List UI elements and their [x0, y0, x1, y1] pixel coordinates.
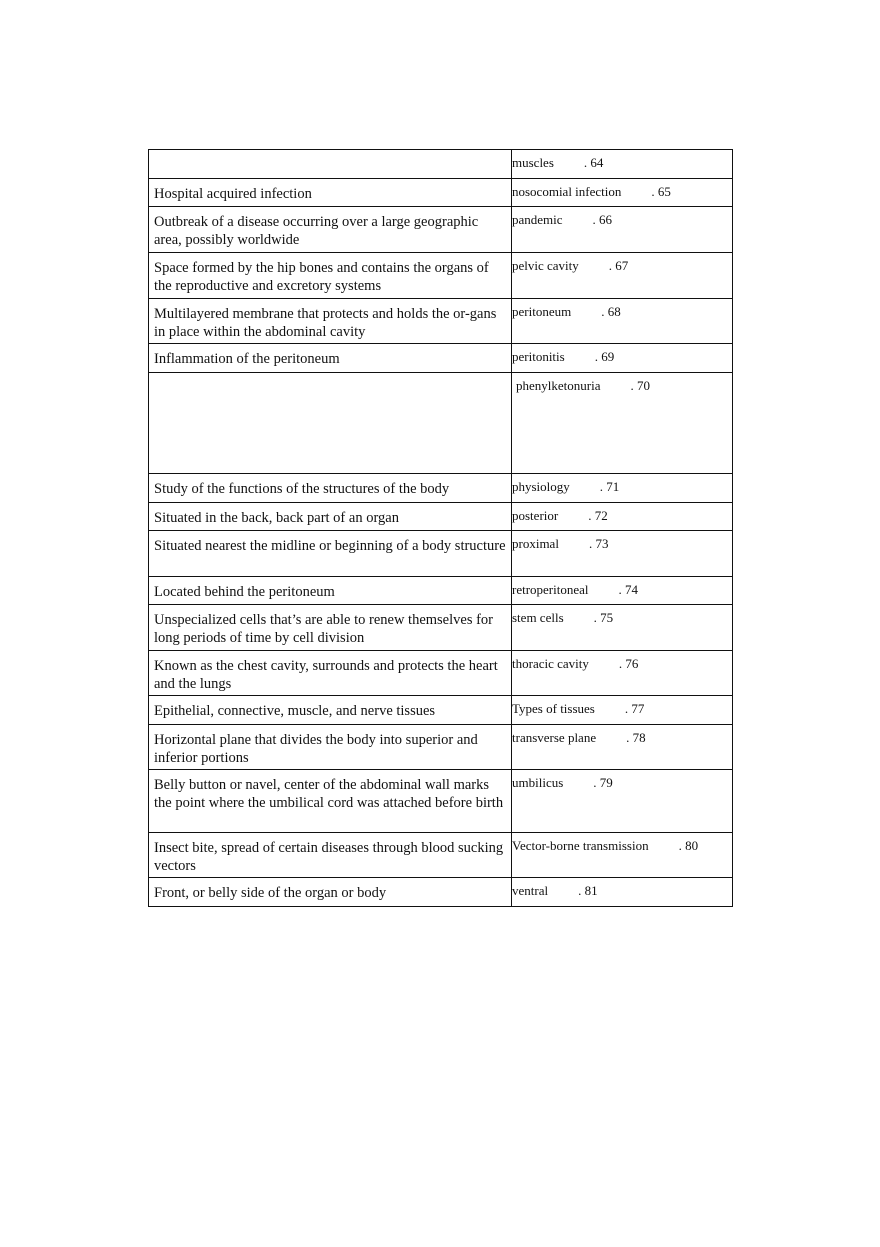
definition-cell: Multilayered membrane that protects and holds the or-gans in place within the abdominal cavity [149, 299, 512, 344]
definition-cell: Epithelial, connective, muscle, and nerve tissues [149, 696, 512, 725]
term-number: . 80 [678, 838, 699, 853]
term-cell [512, 179, 733, 207]
term-cell [512, 253, 733, 299]
term-cell [512, 833, 733, 878]
definition-cell: Outbreak of a disease occurring over a large geographic area, possibly worldwide [149, 207, 512, 253]
table-row [149, 725, 733, 770]
term-number: . 64 [583, 155, 604, 170]
term-text: posterior [512, 508, 559, 523]
table-row [149, 531, 733, 577]
definition-cell: Located behind the peritoneum [149, 577, 512, 605]
term-text: nosocomial infection [512, 184, 622, 199]
term-number: . 67 [608, 258, 629, 273]
term-number: . 73 [588, 536, 609, 551]
table-row [149, 299, 733, 344]
term-number: . 74 [618, 582, 639, 597]
term-text: physiology [512, 479, 570, 494]
term-text: peritonitis [512, 349, 565, 364]
term-cell [512, 474, 733, 503]
term-text: Types of tissues [512, 701, 595, 716]
definition-cell: Known as the chest cavity, surrounds and protects the heart and the lungs [149, 651, 512, 696]
definition-cell [149, 373, 512, 474]
term-number: . 78 [626, 730, 646, 745]
term-number: . 77 [624, 701, 645, 716]
term-cell [512, 696, 733, 725]
term-number: . 75 [593, 610, 614, 625]
table-row [149, 179, 733, 207]
table-row [149, 373, 733, 474]
table-row [149, 474, 733, 503]
term-text: thoracic cavity [512, 656, 589, 671]
table-row [149, 253, 733, 299]
term-number: . 69 [594, 349, 615, 364]
table-row [149, 770, 733, 833]
definition-cell: Study of the functions of the structures of the body [149, 474, 512, 503]
definition-cell: Front, or belly side of the organ or body [149, 878, 512, 907]
definition-cell: Situated in the back, back part of an organ [149, 503, 512, 531]
definition-cell: Hospital acquired infection [149, 179, 512, 207]
term-number: . 71 [599, 479, 620, 494]
term-text: pelvic cavity [512, 258, 579, 273]
term-text: ventral [512, 883, 549, 898]
term-cell [512, 344, 733, 373]
table-row [149, 878, 733, 907]
definition-cell: Inflammation of the peritoneum [149, 344, 512, 373]
term-number: . 81 [578, 883, 598, 898]
term-text: proximal [512, 536, 559, 551]
term-number: . 70 [630, 378, 650, 393]
term-cell [512, 531, 733, 577]
definition-cell: Insect bite, spread of certain diseases through blood sucking vectors [149, 833, 512, 878]
term-cell [512, 878, 733, 907]
term-cell [512, 299, 733, 344]
term-cell [512, 770, 733, 833]
definition-cell: Situated nearest the midline or beginning of a body structure [149, 531, 512, 577]
term-text: Vector-borne transmission [512, 838, 649, 853]
table-row [149, 651, 733, 696]
term-cell [512, 651, 733, 696]
term-text: phenylketonuria [516, 378, 601, 393]
table-row [149, 605, 733, 651]
term-text: retroperitoneal [512, 582, 589, 597]
table-row [149, 577, 733, 605]
term-cell [512, 150, 733, 179]
term-cell [512, 577, 733, 605]
table-row [149, 696, 733, 725]
definition-cell: Belly button or navel, center of the abdominal wall marks the point where the umbilical cord was attached before birth [149, 770, 512, 833]
definition-cell: Space formed by the hip bones and contains the organs of the reproductive and excretory systems [149, 253, 512, 299]
term-text: stem cells [512, 610, 564, 625]
table-row [149, 503, 733, 531]
term-text: peritoneum [512, 304, 572, 319]
term-number: . 66 [592, 212, 613, 227]
table-row [149, 150, 733, 179]
term-number: . 68 [601, 304, 621, 319]
table-row [149, 344, 733, 373]
term-cell [512, 503, 733, 531]
term-number: . 65 [651, 184, 671, 199]
term-cell [512, 207, 733, 253]
glossary-table [148, 149, 733, 907]
term-cell [512, 605, 733, 651]
table-row [149, 207, 733, 253]
term-text: pandemic [512, 212, 563, 227]
definition-cell [149, 150, 512, 179]
definition-cell: Horizontal plane that divides the body into superior and inferior portions [149, 725, 512, 770]
term-number: . 76 [618, 656, 639, 671]
term-cell [512, 725, 733, 770]
glossary-table-body [149, 150, 733, 907]
term-text: transverse plane [512, 730, 597, 745]
term-number: . 72 [588, 508, 608, 523]
table-row [149, 833, 733, 878]
term-number: . 79 [593, 775, 613, 790]
term-text: muscles [512, 155, 554, 170]
term-cell [512, 373, 733, 474]
term-text: umbilicus [512, 775, 564, 790]
definition-cell: Unspecialized cells that’s are able to renew themselves for long periods of time by cell division [149, 605, 512, 651]
